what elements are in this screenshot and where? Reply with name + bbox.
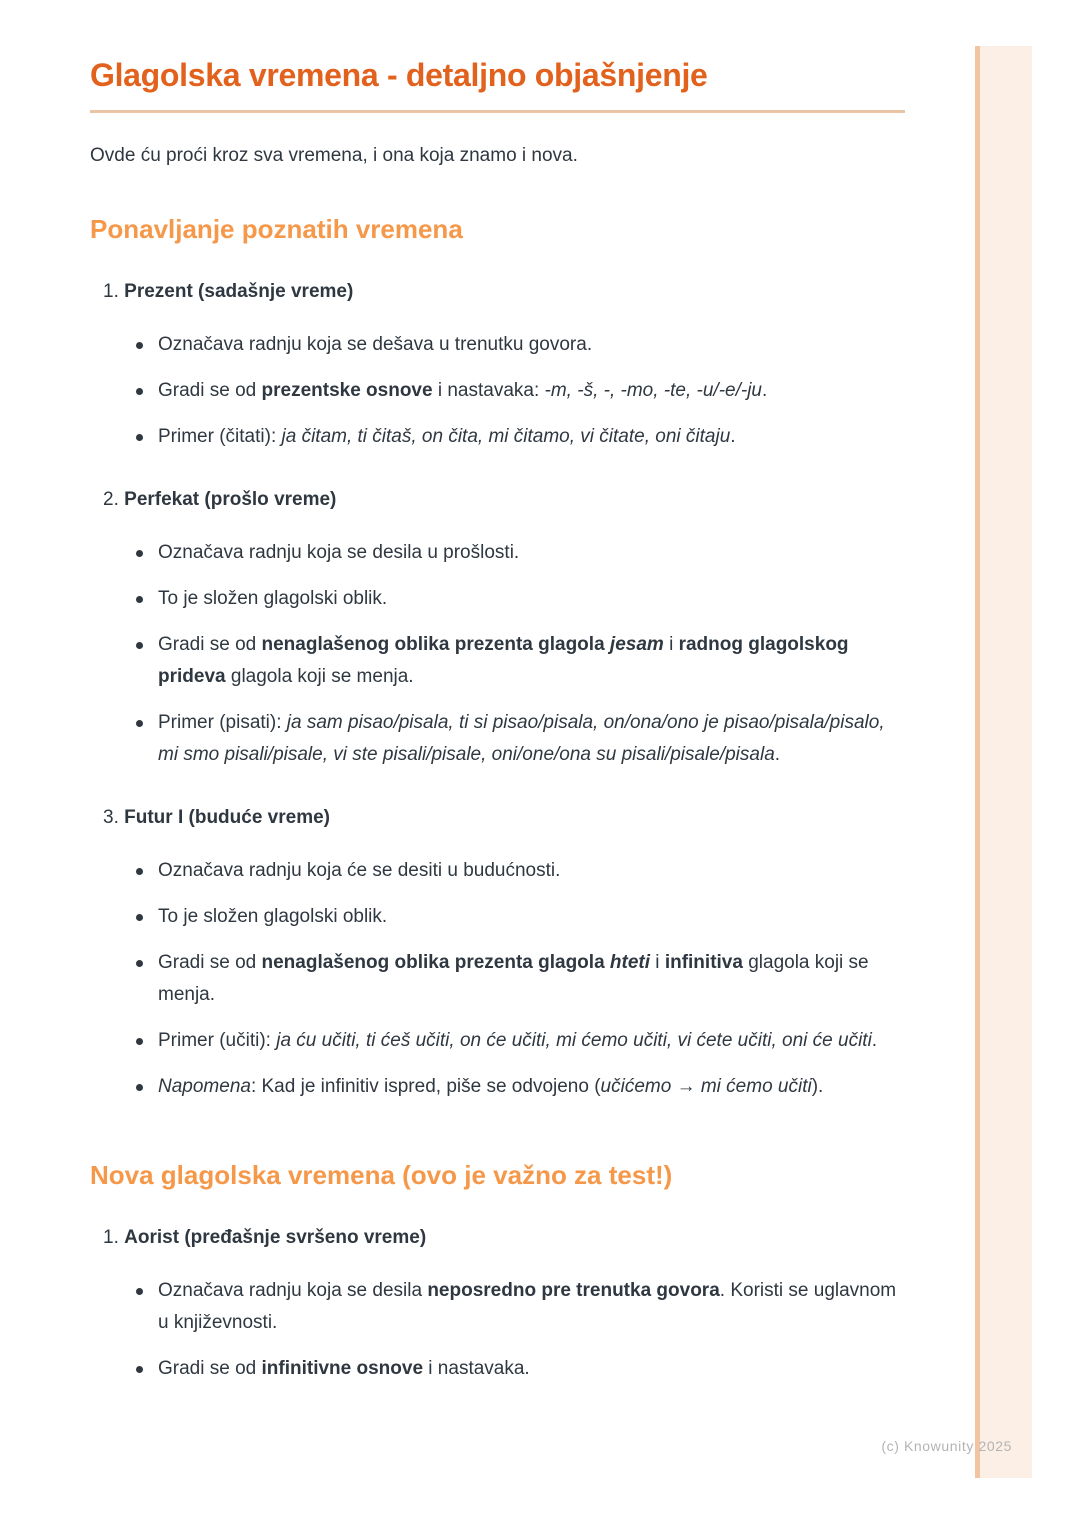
item-title-text: Futur I (buduće vreme) xyxy=(124,807,330,828)
bullet-item: Gradi se od prezentske osnove i nastavaka: -m, -š, -, -mo, -te, -u/-e/-ju. xyxy=(158,375,905,407)
item-title xyxy=(90,487,905,513)
bullet-item: Gradi se od nenaglašenog oblika prezenta glagola jesam i radnog glagolskog prideva glagola koji se menja. xyxy=(158,629,905,693)
section-heading-ponavljanje: Ponavljanje poznatih vremena xyxy=(90,214,463,244)
bullet-item: Označava radnju koja se desila u prošlosti. xyxy=(158,537,905,569)
item-number: 3. xyxy=(103,807,119,828)
intro-paragraph: Ovde ću proći kroz sva vremena, i ona koja znamo i nova. xyxy=(90,145,578,166)
list-item-futur xyxy=(90,805,905,1103)
page-side-strip xyxy=(975,46,1032,1478)
bullet-item: Označava radnju koja će se desiti u budućnosti. xyxy=(158,855,905,887)
bullet-item: To je složen glagolski oblik. xyxy=(158,901,905,933)
bullet-item: Gradi se od infinitivne osnove i nastavaka. xyxy=(158,1353,905,1385)
bullet-item: Primer (čitati): ja čitam, ti čitaš, on čita, mi čitamo, vi čitate, oni čitaju. xyxy=(158,421,905,453)
list-item-prezent xyxy=(90,279,905,453)
item-number: 2. xyxy=(103,489,119,510)
bullet-item: Gradi se od nenaglašenog oblika prezenta glagola hteti i infinitiva glagola koji se menja. xyxy=(158,947,905,1011)
item-title xyxy=(90,1225,905,1251)
bullet-item: Primer (pisati): ja sam pisao/pisala, ti si pisao/pisala, on/ona/ono je pisao/pisala/pisalo, mi smo pisali/pisale, vi ste pisali/pisale, oni/one/ona su pisali/pisale/pisala. xyxy=(158,707,905,771)
title-underline xyxy=(90,110,905,113)
list-item-perfekat xyxy=(90,487,905,771)
bullet-item: Napomena: Kad je infinitiv ispred, piše se odvojeno (učićemo → mi ćemo učiti). xyxy=(158,1071,905,1103)
bullet-item: Označava radnju koja se dešava u trenutku govora. xyxy=(158,329,905,361)
list-item-aorist xyxy=(90,1225,905,1385)
bullet-list xyxy=(90,329,905,453)
bullet-item: Označava radnju koja se desila neposredno pre trenutka govora. Koristi se uglavnom u književnosti. xyxy=(158,1275,905,1339)
bullet-list xyxy=(90,537,905,771)
bullet-item: To je složen glagolski oblik. xyxy=(158,583,905,615)
section-heading-nova-vremena: Nova glagolska vremena (ovo je važno za test!) xyxy=(90,1160,673,1190)
page-title: Glagolska vremena - detaljno objašnjenje xyxy=(90,57,708,93)
bullet-list xyxy=(90,855,905,1103)
bullet-list xyxy=(90,1275,905,1385)
item-number: 1. xyxy=(103,1227,119,1248)
item-title-text: Perfekat (prošlo vreme) xyxy=(124,489,337,510)
item-title xyxy=(90,279,905,305)
copyright-watermark: (c) Knowunity 2025 xyxy=(881,1438,1012,1454)
item-title-text: Prezent (sadašnje vreme) xyxy=(124,281,354,302)
item-title-text: Aorist (pređašnje svršeno vreme) xyxy=(124,1227,427,1248)
item-title xyxy=(90,805,905,831)
item-number: 1. xyxy=(103,281,119,302)
bullet-item: Primer (učiti): ja ću učiti, ti ćeš učiti, on će učiti, mi ćemo učiti, vi ćete učiti, oni će učiti. xyxy=(158,1025,905,1057)
